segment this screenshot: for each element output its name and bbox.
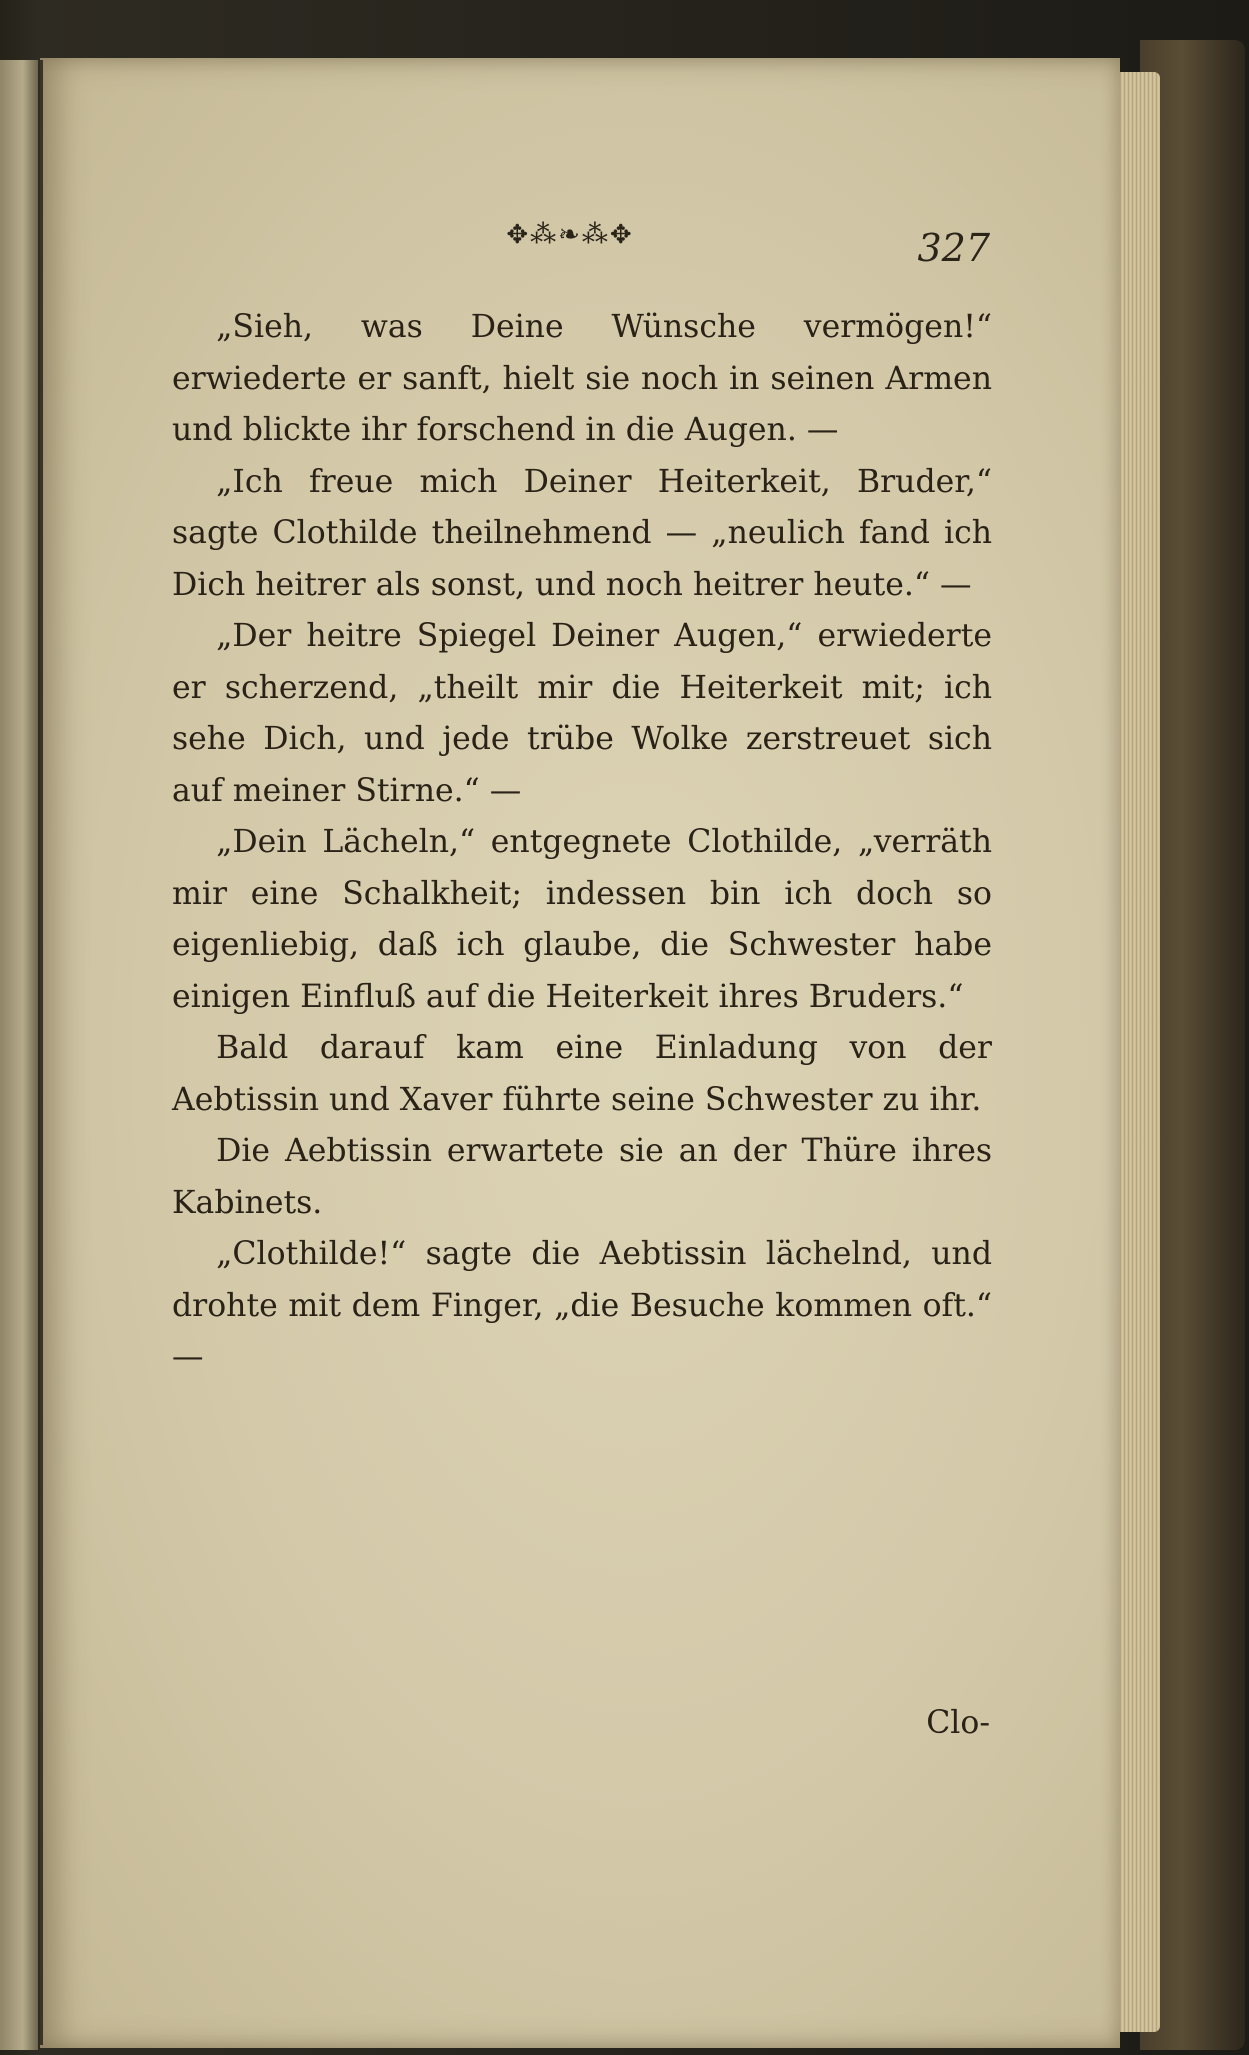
page-number: 327 — [917, 226, 990, 270]
paragraph: Die Aebtissin erwartete sie an der Thüre ihres Kabinets. — [172, 1133, 992, 1221]
paragraph: „Dein Lächeln,“ entgegnete Clothilde, „verräth mir eine Schalkheit; indessen bin ich doch so eigenliebig, daß ich glaube, die Schwester habe einigen Einfluß auf die Heiterkeit ihres Bruders.“ — [172, 824, 992, 1015]
paragraph: „Ich freue mich Deiner Heiterkeit, Bruder,“ sagte Clothilde theilnehmend — „neulich fand ich Dich heitrer als sonst, und noch heitrer heute.“ — — [172, 463, 992, 603]
paragraph: „Der heitre Spiegel Deiner Augen,“ erwiederte er scherzend, „theilt mir die Heiterkeit mit; ich sehe Dich, und jede trübe Wolke zerstreuet sich auf meiner Stirne.“ — — [172, 618, 992, 809]
paragraph: „Sieh, was Deine Wünsche vermögen!“ erwiederte er sanft, hielt sie noch in seinen Armen und blickte ihr forschend in die Augen. — — [172, 309, 992, 448]
body-text — [172, 302, 992, 1384]
catchword: Clo- — [926, 1705, 990, 1741]
facing-page-edge — [0, 60, 38, 2050]
header-ornament: ✥⁂❧⁂✥ — [506, 220, 634, 250]
paragraph: „Clothilde!“ sagte die Aebtissin lächelnd, und drohte mit dem Finger, „die Besuche kommen oft.“ — — [172, 1236, 992, 1375]
binding-gutter — [40, 60, 43, 2045]
paragraph: Bald darauf kam eine Einladung von der Aebtissin und Xaver führte seine Schwester zu ihr. — [172, 1030, 992, 1118]
